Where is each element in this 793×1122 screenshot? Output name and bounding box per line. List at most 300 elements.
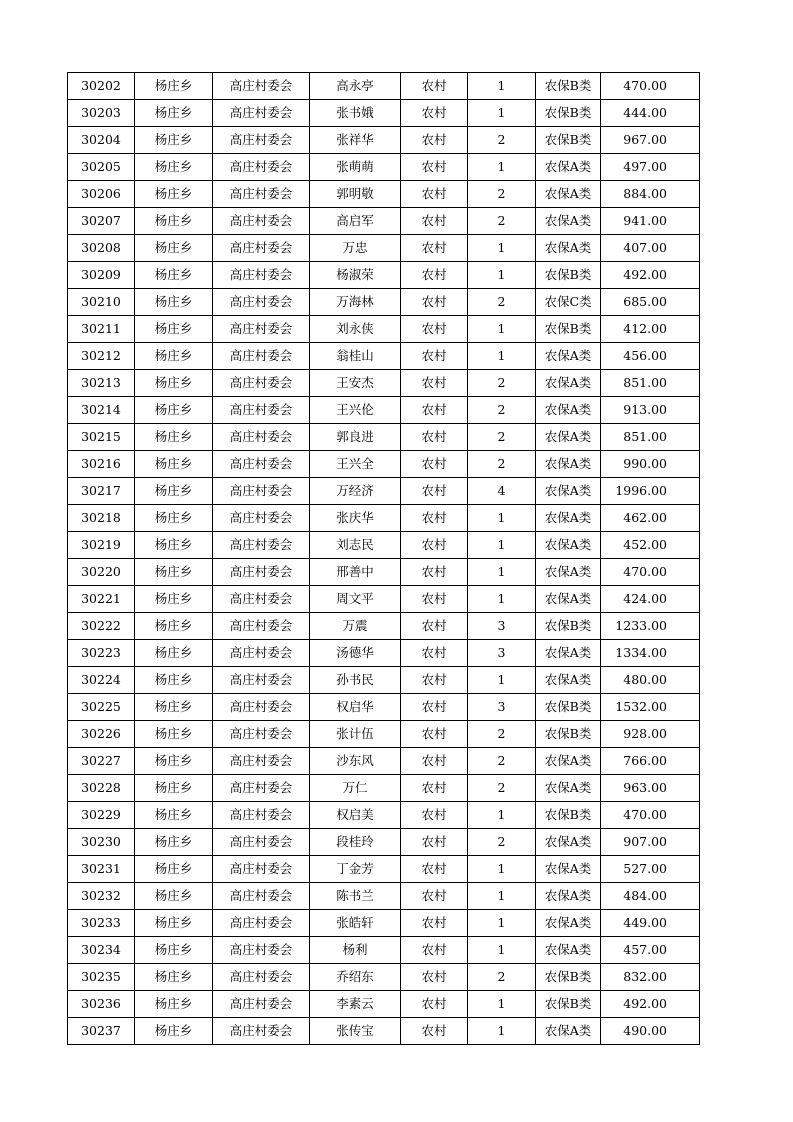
table-row bbox=[68, 694, 700, 721]
cell-amount: 990.00 bbox=[601, 451, 700, 478]
table-row bbox=[68, 289, 700, 316]
cell-name: 万震 bbox=[310, 613, 401, 640]
table-row bbox=[68, 883, 700, 910]
cell-name: 丁金芳 bbox=[310, 856, 401, 883]
cell-category: 农保A类 bbox=[536, 910, 601, 937]
cell-household-count: 2 bbox=[468, 370, 536, 397]
cell-category: 农保B类 bbox=[536, 802, 601, 829]
cell-name: 万海林 bbox=[310, 289, 401, 316]
cell-town: 杨庄乡 bbox=[135, 694, 213, 721]
cell-area: 农村 bbox=[401, 559, 468, 586]
cell-name: 孙书民 bbox=[310, 667, 401, 694]
cell-name: 万忠 bbox=[310, 235, 401, 262]
cell-name: 段桂玲 bbox=[310, 829, 401, 856]
cell-household-count: 3 bbox=[468, 694, 536, 721]
cell-name: 陈书兰 bbox=[310, 883, 401, 910]
cell-id: 30222 bbox=[68, 613, 135, 640]
cell-area: 农村 bbox=[401, 721, 468, 748]
cell-household-count: 1 bbox=[468, 937, 536, 964]
cell-committee: 高庄村委会 bbox=[213, 100, 310, 127]
cell-committee: 高庄村委会 bbox=[213, 586, 310, 613]
cell-town: 杨庄乡 bbox=[135, 667, 213, 694]
cell-category: 农保A类 bbox=[536, 775, 601, 802]
cell-town: 杨庄乡 bbox=[135, 586, 213, 613]
cell-id: 30215 bbox=[68, 424, 135, 451]
cell-category: 农保A类 bbox=[536, 829, 601, 856]
cell-household-count: 2 bbox=[468, 721, 536, 748]
cell-id: 30212 bbox=[68, 343, 135, 370]
cell-amount: 928.00 bbox=[601, 721, 700, 748]
cell-id: 30232 bbox=[68, 883, 135, 910]
cell-area: 农村 bbox=[401, 316, 468, 343]
cell-amount: 470.00 bbox=[601, 802, 700, 829]
cell-town: 杨庄乡 bbox=[135, 559, 213, 586]
cell-household-count: 2 bbox=[468, 424, 536, 451]
table-row bbox=[68, 316, 700, 343]
cell-category: 农保A类 bbox=[536, 559, 601, 586]
cell-amount: 449.00 bbox=[601, 910, 700, 937]
cell-town: 杨庄乡 bbox=[135, 154, 213, 181]
table-row bbox=[68, 613, 700, 640]
cell-area: 农村 bbox=[401, 937, 468, 964]
cell-committee: 高庄村委会 bbox=[213, 856, 310, 883]
cell-name: 万仁 bbox=[310, 775, 401, 802]
cell-committee: 高庄村委会 bbox=[213, 505, 310, 532]
cell-committee: 高庄村委会 bbox=[213, 316, 310, 343]
cell-id: 30208 bbox=[68, 235, 135, 262]
cell-category: 农保A类 bbox=[536, 478, 601, 505]
cell-name: 杨利 bbox=[310, 937, 401, 964]
cell-town: 杨庄乡 bbox=[135, 289, 213, 316]
cell-name: 权启华 bbox=[310, 694, 401, 721]
cell-category: 农保B类 bbox=[536, 73, 601, 100]
table-row bbox=[68, 397, 700, 424]
cell-town: 杨庄乡 bbox=[135, 505, 213, 532]
cell-id: 30236 bbox=[68, 991, 135, 1018]
cell-amount: 941.00 bbox=[601, 208, 700, 235]
cell-town: 杨庄乡 bbox=[135, 829, 213, 856]
cell-id: 30237 bbox=[68, 1018, 135, 1045]
cell-committee: 高庄村委会 bbox=[213, 154, 310, 181]
cell-committee: 高庄村委会 bbox=[213, 829, 310, 856]
table-row bbox=[68, 910, 700, 937]
cell-category: 农保B类 bbox=[536, 262, 601, 289]
cell-name: 张书娥 bbox=[310, 100, 401, 127]
cell-committee: 高庄村委会 bbox=[213, 289, 310, 316]
cell-amount: 851.00 bbox=[601, 370, 700, 397]
cell-amount: 457.00 bbox=[601, 937, 700, 964]
cell-amount: 444.00 bbox=[601, 100, 700, 127]
cell-town: 杨庄乡 bbox=[135, 424, 213, 451]
cell-category: 农保C类 bbox=[536, 289, 601, 316]
cell-household-count: 2 bbox=[468, 775, 536, 802]
cell-area: 农村 bbox=[401, 910, 468, 937]
cell-area: 农村 bbox=[401, 532, 468, 559]
cell-area: 农村 bbox=[401, 694, 468, 721]
cell-household-count: 1 bbox=[468, 316, 536, 343]
cell-amount: 1996.00 bbox=[601, 478, 700, 505]
cell-id: 30230 bbox=[68, 829, 135, 856]
cell-id: 30234 bbox=[68, 937, 135, 964]
cell-category: 农保A类 bbox=[536, 937, 601, 964]
cell-id: 30217 bbox=[68, 478, 135, 505]
cell-amount: 452.00 bbox=[601, 532, 700, 559]
cell-amount: 967.00 bbox=[601, 127, 700, 154]
cell-area: 农村 bbox=[401, 802, 468, 829]
cell-area: 农村 bbox=[401, 424, 468, 451]
cell-amount: 424.00 bbox=[601, 586, 700, 613]
cell-town: 杨庄乡 bbox=[135, 262, 213, 289]
cell-committee: 高庄村委会 bbox=[213, 802, 310, 829]
cell-committee: 高庄村委会 bbox=[213, 640, 310, 667]
table-row bbox=[68, 127, 700, 154]
cell-household-count: 3 bbox=[468, 640, 536, 667]
cell-household-count: 2 bbox=[468, 748, 536, 775]
cell-id: 30227 bbox=[68, 748, 135, 775]
cell-name: 邢善中 bbox=[310, 559, 401, 586]
cell-household-count: 2 bbox=[468, 829, 536, 856]
cell-amount: 490.00 bbox=[601, 1018, 700, 1045]
cell-amount: 963.00 bbox=[601, 775, 700, 802]
cell-town: 杨庄乡 bbox=[135, 397, 213, 424]
cell-town: 杨庄乡 bbox=[135, 991, 213, 1018]
cell-id: 30203 bbox=[68, 100, 135, 127]
cell-area: 农村 bbox=[401, 235, 468, 262]
cell-category: 农保A类 bbox=[536, 451, 601, 478]
table-row bbox=[68, 424, 700, 451]
cell-committee: 高庄村委会 bbox=[213, 748, 310, 775]
table-row bbox=[68, 451, 700, 478]
cell-area: 农村 bbox=[401, 343, 468, 370]
cell-area: 农村 bbox=[401, 154, 468, 181]
cell-area: 农村 bbox=[401, 883, 468, 910]
cell-id: 30223 bbox=[68, 640, 135, 667]
cell-household-count: 1 bbox=[468, 154, 536, 181]
cell-name: 张传宝 bbox=[310, 1018, 401, 1045]
cell-area: 农村 bbox=[401, 208, 468, 235]
cell-amount: 884.00 bbox=[601, 181, 700, 208]
cell-area: 农村 bbox=[401, 775, 468, 802]
cell-category: 农保A类 bbox=[536, 586, 601, 613]
cell-id: 30216 bbox=[68, 451, 135, 478]
cell-category: 农保B类 bbox=[536, 694, 601, 721]
cell-area: 农村 bbox=[401, 829, 468, 856]
cell-amount: 1532.00 bbox=[601, 694, 700, 721]
cell-category: 农保A类 bbox=[536, 640, 601, 667]
cell-household-count: 3 bbox=[468, 613, 536, 640]
cell-category: 农保B类 bbox=[536, 721, 601, 748]
cell-household-count: 2 bbox=[468, 181, 536, 208]
cell-category: 农保A类 bbox=[536, 748, 601, 775]
cell-committee: 高庄村委会 bbox=[213, 397, 310, 424]
cell-town: 杨庄乡 bbox=[135, 613, 213, 640]
cell-household-count: 1 bbox=[468, 991, 536, 1018]
table-row bbox=[68, 478, 700, 505]
cell-area: 农村 bbox=[401, 397, 468, 424]
cell-id: 30214 bbox=[68, 397, 135, 424]
cell-household-count: 1 bbox=[468, 73, 536, 100]
cell-household-count: 2 bbox=[468, 451, 536, 478]
table-row bbox=[68, 73, 700, 100]
cell-category: 农保B类 bbox=[536, 316, 601, 343]
cell-committee: 高庄村委会 bbox=[213, 1018, 310, 1045]
cell-area: 农村 bbox=[401, 127, 468, 154]
cell-category: 农保B类 bbox=[536, 613, 601, 640]
cell-name: 刘志民 bbox=[310, 532, 401, 559]
cell-name: 王兴全 bbox=[310, 451, 401, 478]
cell-town: 杨庄乡 bbox=[135, 721, 213, 748]
cell-id: 30224 bbox=[68, 667, 135, 694]
cell-committee: 高庄村委会 bbox=[213, 883, 310, 910]
table-row bbox=[68, 829, 700, 856]
cell-category: 农保A类 bbox=[536, 397, 601, 424]
cell-household-count: 1 bbox=[468, 586, 536, 613]
cell-household-count: 2 bbox=[468, 964, 536, 991]
cell-amount: 766.00 bbox=[601, 748, 700, 775]
cell-area: 农村 bbox=[401, 451, 468, 478]
cell-committee: 高庄村委会 bbox=[213, 181, 310, 208]
table-row bbox=[68, 640, 700, 667]
cell-committee: 高庄村委会 bbox=[213, 262, 310, 289]
cell-area: 农村 bbox=[401, 964, 468, 991]
table-row bbox=[68, 991, 700, 1018]
cell-id: 30213 bbox=[68, 370, 135, 397]
cell-name: 张庆华 bbox=[310, 505, 401, 532]
cell-area: 农村 bbox=[401, 748, 468, 775]
cell-area: 农村 bbox=[401, 181, 468, 208]
cell-id: 30231 bbox=[68, 856, 135, 883]
cell-name: 杨淑荣 bbox=[310, 262, 401, 289]
cell-committee: 高庄村委会 bbox=[213, 208, 310, 235]
cell-household-count: 1 bbox=[468, 505, 536, 532]
cell-name: 张祥华 bbox=[310, 127, 401, 154]
cell-amount: 1233.00 bbox=[601, 613, 700, 640]
cell-name: 张皓轩 bbox=[310, 910, 401, 937]
cell-category: 农保A类 bbox=[536, 154, 601, 181]
cell-id: 30219 bbox=[68, 532, 135, 559]
cell-name: 郭良进 bbox=[310, 424, 401, 451]
cell-area: 农村 bbox=[401, 100, 468, 127]
cell-household-count: 1 bbox=[468, 532, 536, 559]
cell-committee: 高庄村委会 bbox=[213, 235, 310, 262]
cell-committee: 高庄村委会 bbox=[213, 775, 310, 802]
cell-town: 杨庄乡 bbox=[135, 883, 213, 910]
cell-committee: 高庄村委会 bbox=[213, 937, 310, 964]
cell-committee: 高庄村委会 bbox=[213, 343, 310, 370]
cell-town: 杨庄乡 bbox=[135, 937, 213, 964]
cell-name: 万经济 bbox=[310, 478, 401, 505]
cell-committee: 高庄村委会 bbox=[213, 559, 310, 586]
cell-town: 杨庄乡 bbox=[135, 910, 213, 937]
cell-area: 农村 bbox=[401, 856, 468, 883]
cell-town: 杨庄乡 bbox=[135, 1018, 213, 1045]
table-row bbox=[68, 775, 700, 802]
cell-id: 30204 bbox=[68, 127, 135, 154]
cell-household-count: 1 bbox=[468, 235, 536, 262]
cell-id: 30202 bbox=[68, 73, 135, 100]
table-row bbox=[68, 262, 700, 289]
cell-household-count: 1 bbox=[468, 802, 536, 829]
table-row bbox=[68, 721, 700, 748]
cell-household-count: 1 bbox=[468, 1018, 536, 1045]
cell-area: 农村 bbox=[401, 613, 468, 640]
cell-amount: 470.00 bbox=[601, 559, 700, 586]
table-row bbox=[68, 748, 700, 775]
cell-id: 30228 bbox=[68, 775, 135, 802]
cell-committee: 高庄村委会 bbox=[213, 424, 310, 451]
cell-household-count: 2 bbox=[468, 289, 536, 316]
cell-amount: 907.00 bbox=[601, 829, 700, 856]
cell-town: 杨庄乡 bbox=[135, 748, 213, 775]
cell-household-count: 1 bbox=[468, 883, 536, 910]
cell-committee: 高庄村委会 bbox=[213, 964, 310, 991]
cell-household-count: 2 bbox=[468, 208, 536, 235]
cell-committee: 高庄村委会 bbox=[213, 532, 310, 559]
cell-name: 刘永侠 bbox=[310, 316, 401, 343]
cell-committee: 高庄村委会 bbox=[213, 613, 310, 640]
cell-id: 30209 bbox=[68, 262, 135, 289]
table-row bbox=[68, 343, 700, 370]
table-row bbox=[68, 586, 700, 613]
cell-name: 乔绍东 bbox=[310, 964, 401, 991]
cell-area: 农村 bbox=[401, 667, 468, 694]
cell-committee: 高庄村委会 bbox=[213, 694, 310, 721]
cell-town: 杨庄乡 bbox=[135, 478, 213, 505]
cell-amount: 527.00 bbox=[601, 856, 700, 883]
cell-town: 杨庄乡 bbox=[135, 181, 213, 208]
cell-id: 30226 bbox=[68, 721, 135, 748]
cell-household-count: 1 bbox=[468, 559, 536, 586]
cell-town: 杨庄乡 bbox=[135, 802, 213, 829]
cell-household-count: 1 bbox=[468, 910, 536, 937]
cell-area: 农村 bbox=[401, 370, 468, 397]
cell-town: 杨庄乡 bbox=[135, 235, 213, 262]
cell-town: 杨庄乡 bbox=[135, 208, 213, 235]
cell-category: 农保A类 bbox=[536, 532, 601, 559]
cell-category: 农保A类 bbox=[536, 1018, 601, 1045]
roster-body bbox=[68, 73, 700, 1045]
cell-category: 农保A类 bbox=[536, 505, 601, 532]
cell-category: 农保A类 bbox=[536, 424, 601, 451]
cell-town: 杨庄乡 bbox=[135, 343, 213, 370]
cell-category: 农保A类 bbox=[536, 856, 601, 883]
cell-name: 李素云 bbox=[310, 991, 401, 1018]
table-row bbox=[68, 856, 700, 883]
table-row bbox=[68, 1018, 700, 1045]
cell-area: 农村 bbox=[401, 640, 468, 667]
cell-amount: 851.00 bbox=[601, 424, 700, 451]
table-row bbox=[68, 235, 700, 262]
cell-town: 杨庄乡 bbox=[135, 100, 213, 127]
cell-amount: 497.00 bbox=[601, 154, 700, 181]
cell-category: 农保A类 bbox=[536, 181, 601, 208]
cell-name: 周文平 bbox=[310, 586, 401, 613]
cell-committee: 高庄村委会 bbox=[213, 73, 310, 100]
cell-name: 张萌萌 bbox=[310, 154, 401, 181]
cell-id: 30229 bbox=[68, 802, 135, 829]
cell-name: 高永亭 bbox=[310, 73, 401, 100]
cell-town: 杨庄乡 bbox=[135, 127, 213, 154]
cell-committee: 高庄村委会 bbox=[213, 667, 310, 694]
cell-amount: 462.00 bbox=[601, 505, 700, 532]
cell-name: 王兴伦 bbox=[310, 397, 401, 424]
cell-category: 农保A类 bbox=[536, 208, 601, 235]
cell-id: 30218 bbox=[68, 505, 135, 532]
cell-id: 30206 bbox=[68, 181, 135, 208]
cell-category: 农保B类 bbox=[536, 991, 601, 1018]
cell-category: 农保A类 bbox=[536, 370, 601, 397]
cell-area: 农村 bbox=[401, 262, 468, 289]
roster-table bbox=[67, 72, 700, 1045]
cell-committee: 高庄村委会 bbox=[213, 370, 310, 397]
cell-town: 杨庄乡 bbox=[135, 775, 213, 802]
table-row bbox=[68, 505, 700, 532]
cell-committee: 高庄村委会 bbox=[213, 910, 310, 937]
cell-committee: 高庄村委会 bbox=[213, 478, 310, 505]
cell-id: 30233 bbox=[68, 910, 135, 937]
cell-household-count: 1 bbox=[468, 667, 536, 694]
table-row bbox=[68, 937, 700, 964]
cell-town: 杨庄乡 bbox=[135, 640, 213, 667]
cell-category: 农保B类 bbox=[536, 100, 601, 127]
cell-town: 杨庄乡 bbox=[135, 856, 213, 883]
cell-amount: 832.00 bbox=[601, 964, 700, 991]
cell-amount: 470.00 bbox=[601, 73, 700, 100]
table-row bbox=[68, 370, 700, 397]
cell-household-count: 1 bbox=[468, 262, 536, 289]
cell-amount: 1334.00 bbox=[601, 640, 700, 667]
cell-name: 沙东风 bbox=[310, 748, 401, 775]
cell-name: 张计伍 bbox=[310, 721, 401, 748]
cell-name: 权启美 bbox=[310, 802, 401, 829]
cell-category: 农保A类 bbox=[536, 343, 601, 370]
cell-committee: 高庄村委会 bbox=[213, 991, 310, 1018]
cell-name: 郭明敬 bbox=[310, 181, 401, 208]
cell-id: 30211 bbox=[68, 316, 135, 343]
cell-id: 30225 bbox=[68, 694, 135, 721]
cell-area: 农村 bbox=[401, 73, 468, 100]
cell-household-count: 1 bbox=[468, 100, 536, 127]
cell-area: 农村 bbox=[401, 586, 468, 613]
cell-category: 农保B类 bbox=[536, 127, 601, 154]
cell-amount: 480.00 bbox=[601, 667, 700, 694]
cell-name: 高启军 bbox=[310, 208, 401, 235]
cell-amount: 412.00 bbox=[601, 316, 700, 343]
cell-id: 30235 bbox=[68, 964, 135, 991]
cell-amount: 685.00 bbox=[601, 289, 700, 316]
cell-amount: 456.00 bbox=[601, 343, 700, 370]
cell-name: 汤德华 bbox=[310, 640, 401, 667]
cell-household-count: 2 bbox=[468, 127, 536, 154]
cell-name: 翁桂山 bbox=[310, 343, 401, 370]
table-row bbox=[68, 802, 700, 829]
cell-area: 农村 bbox=[401, 1018, 468, 1045]
cell-amount: 492.00 bbox=[601, 262, 700, 289]
cell-household-count: 1 bbox=[468, 343, 536, 370]
table-row bbox=[68, 964, 700, 991]
cell-id: 30210 bbox=[68, 289, 135, 316]
table-row bbox=[68, 154, 700, 181]
table-row bbox=[68, 667, 700, 694]
table-row bbox=[68, 181, 700, 208]
cell-amount: 407.00 bbox=[601, 235, 700, 262]
table-row bbox=[68, 532, 700, 559]
cell-committee: 高庄村委会 bbox=[213, 127, 310, 154]
cell-household-count: 1 bbox=[468, 856, 536, 883]
cell-id: 30205 bbox=[68, 154, 135, 181]
cell-category: 农保A类 bbox=[536, 883, 601, 910]
cell-area: 农村 bbox=[401, 505, 468, 532]
